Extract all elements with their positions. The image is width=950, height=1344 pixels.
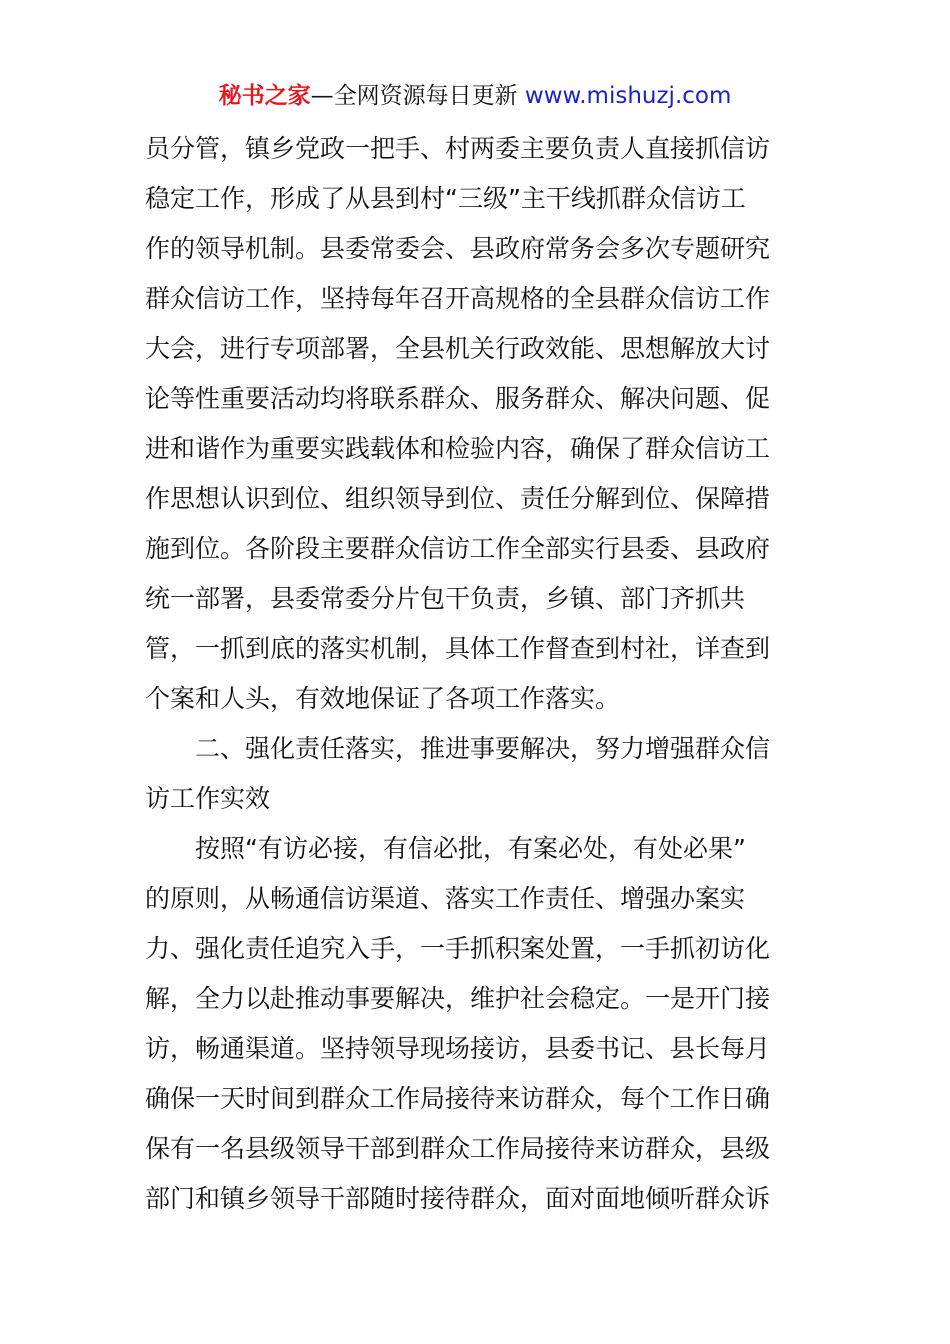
text-line: 进和谐作为重要实践载体和检验内容，确保了群众信访工 [145,434,771,463]
section-heading-line: 访工作实效 [145,784,271,813]
text-line: 稳定工作，形成了从县到村“三级”主干线抓群众信访工 [145,184,746,213]
text-line: 员分管，镇乡党政一把手、村两委主要负责人直接抓信访 [145,134,771,163]
text-line: 管，一抓到底的落实机制，具体工作督查到村社，详查到 [145,634,771,663]
section-heading-line: 二、强化责任落实，推进事要解决，努力增强群众信 [195,734,771,763]
text-line: 群众信访工作，坚持每年召开高规格的全县群众信访工作 [145,284,771,313]
text-line: 访，畅通渠道。坚持领导现场接访，县委书记、县长每月 [145,1034,771,1063]
text-line: 作思想认识到位、组织领导到位、责任分解到位、保障措 [145,484,771,513]
text-line: 按照“有访必接，有信必批，有案必处，有处必果” [195,834,746,863]
text-line: 施到位。各阶段主要群众信访工作全部实行县委、县政府 [145,534,771,563]
site-header [0,80,950,112]
text-line: 作的领导机制。县委常委会、县政府常务会多次专题研究 [145,234,771,263]
text-line: 力、强化责任追究入手，一手抓积案处置，一手抓初访化 [145,934,771,963]
text-line: 部门和镇乡领导干部随时接待群众，面对面地倾听群众诉 [145,1184,771,1213]
text-line: 个案和人头，有效地保证了各项工作落实。 [145,684,621,713]
site-url[interactable]: www.mishuzj.com [524,83,732,109]
text-line: 的原则，从畅通信访渠道、落实工作责任、增强办案实 [145,884,746,913]
text-line: 论等性重要活动均将联系群众、服务群众、解决问题、促 [145,384,771,413]
text-line: 大会，进行专项部署，全县机关行政效能、思想解放大讨 [145,334,771,363]
site-brand: 秘书之家 [218,83,311,109]
text-line: 解，全力以赴推动事要解决，维护社会稳定。一是开门接 [145,984,771,1013]
text-line: 保有一名县级领导干部到群众工作局接待来访群众，县级 [145,1134,771,1163]
text-line: 确保一天时间到群众工作局接待来访群众，每个工作日确 [145,1084,771,1113]
text-line: 统一部署，县委常委分片包干负责，乡镇、部门齐抓共 [145,584,746,613]
site-tagline: —全网资源每日更新 [310,83,525,109]
document-body [145,124,807,1224]
